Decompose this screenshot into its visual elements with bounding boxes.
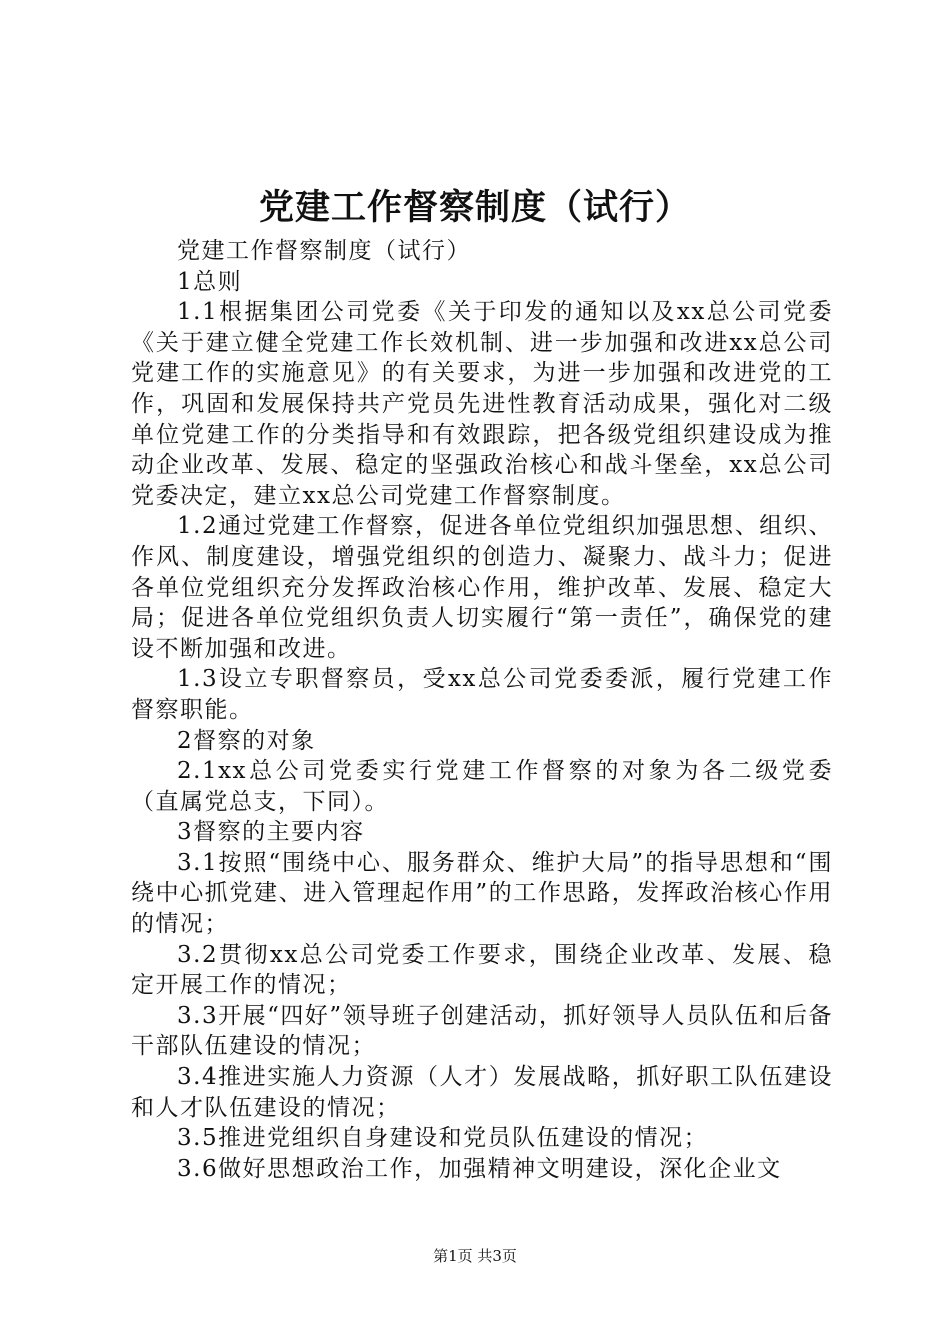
paragraph: 3.1按照“围绕中心、服务群众、维护大局”的指导思想和“围绕中心抓党建、进入管理起作用”的工作思路，发挥政治核心作用的情况； xyxy=(131,849,833,938)
paragraph: 3督察的主要内容 xyxy=(177,819,365,846)
paragraph: 党建工作督察制度（试行） xyxy=(177,238,471,264)
document-title: 党建工作督察制度（试行） xyxy=(258,187,691,228)
document-body xyxy=(131,236,833,1184)
page-footer: 第1页 共3页 xyxy=(433,1247,517,1265)
paragraph: 2.1xx总公司党委实行党建工作督察的对象为各二级党委（直属党总支，下同）。 xyxy=(131,758,833,815)
paragraph: 3.2贯彻xx总公司党委工作要求，围绕企业改革、发展、稳定开展工作的情况； xyxy=(131,941,833,999)
paragraph: 2督察的对象 xyxy=(177,727,316,754)
paragraph: 3.4推进实施人力资源（人才）发展战略，抓好职工队伍建设和人才队伍建设的情况； xyxy=(131,1064,833,1121)
paragraph: 3.5推进党组织自身建设和党员队伍建设的情况； xyxy=(177,1125,709,1152)
paragraph: 1.1根据集团公司党委《关于印发的通知以及xx总公司党委《关于建立健全党建工作长效机制、进一步加强和改进xx总公司党建工作的实施意见》的有关要求，为进一步加强和改进党的工作，巩固和发展保持共产党员先进性教育活动成果，强化对二级单位党建工作的分类指导和有效跟踪，把各级党组织建设成为推动企业改革、发展、稳定的坚强政治核心和战斗堡垒，xx总公司党委决定，建立xx总公司党建工作督察制度。 xyxy=(131,299,833,509)
paragraph: 1.2通过党建工作督察，促进各单位党组织加强思想、组织、作风、制度建设，增强党组织的创造力、凝聚力、战斗力；促进各单位党组织充分发挥政治核心作用，维护改革、发展、稳定大局；促进各单位党组织负责人切实履行“第一责任”，确保党的建设不断加强和改进。 xyxy=(131,513,833,662)
paragraph: 3.3开展“四好”领导班子创建活动，抓好领导人员队伍和后备干部队伍建设的情况； xyxy=(131,1002,833,1060)
paragraph: 3.6做好思想政治工作，加强精神文明建设，深化企业文 xyxy=(177,1155,782,1182)
paragraph: 1.3设立专职督察员，受xx总公司党委委派，履行党建工作督察职能。 xyxy=(131,666,833,723)
paragraph: 1总则 xyxy=(177,268,243,295)
